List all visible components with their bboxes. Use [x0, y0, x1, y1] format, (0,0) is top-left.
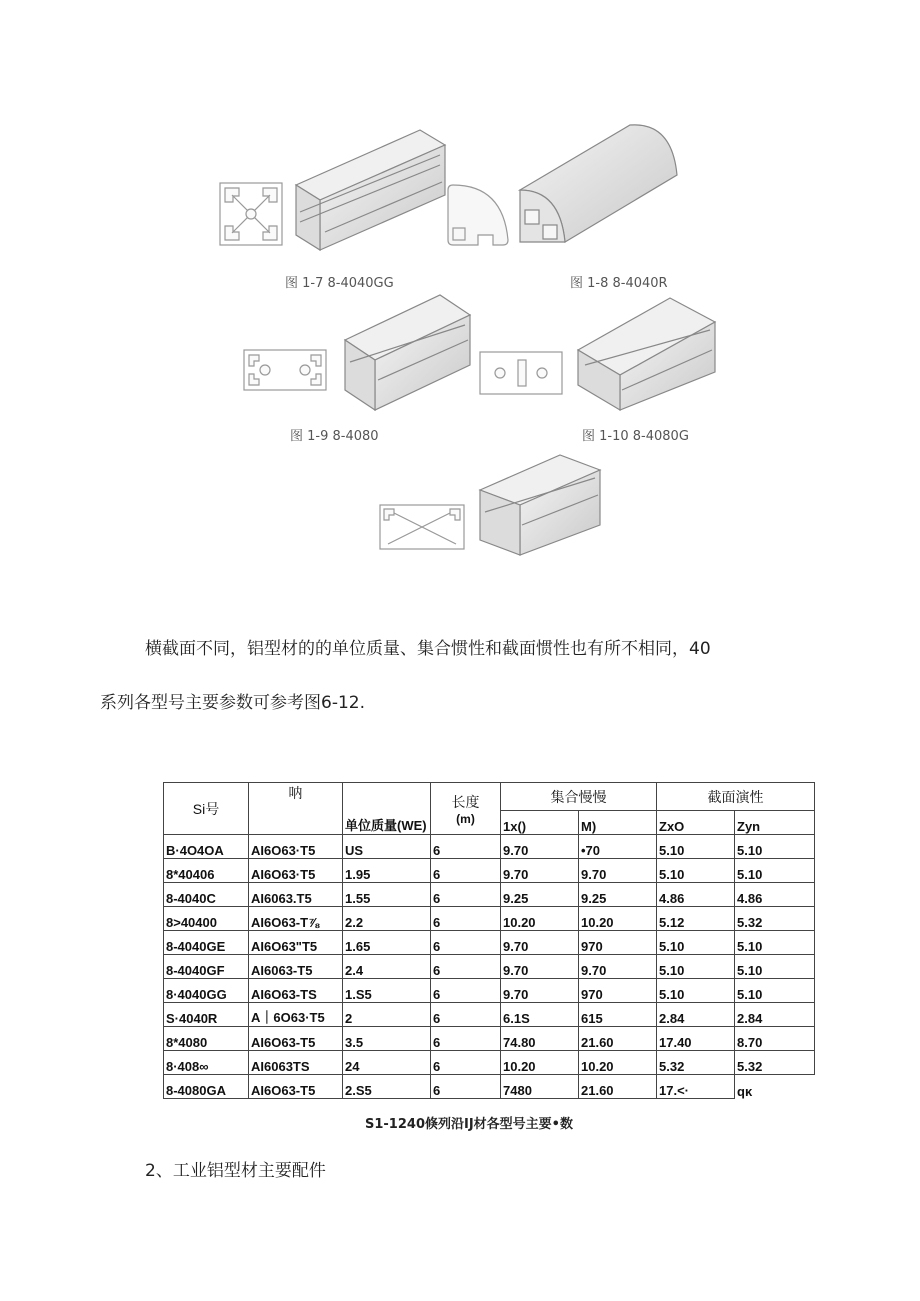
cell: 9.25 — [501, 883, 579, 907]
cell: 9.70 — [501, 955, 579, 979]
table-row — [164, 835, 815, 859]
cell: 2 — [343, 1003, 431, 1027]
cross-section-bottom — [380, 505, 464, 549]
body-paragraph-line-1: 横截面不同，铝型材的的单位质量、集合惯性和截面惯性也有所不相同，40 — [145, 639, 711, 659]
cell: AI6O63-TS — [249, 979, 343, 1003]
cell: 4.86 — [657, 883, 735, 907]
cell: AI6O63"T5 — [249, 931, 343, 955]
cell: 5.10 — [735, 859, 815, 883]
cell: 9.25 — [579, 883, 657, 907]
cell: 6 — [431, 907, 501, 931]
table-row — [164, 931, 815, 955]
cell: 9.70 — [501, 859, 579, 883]
cell: 5.10 — [657, 955, 735, 979]
cell: 6.1S — [501, 1003, 579, 1027]
section-heading: 2、工业铝型材主要配件 — [145, 1161, 326, 1181]
cell: 4.86 — [735, 883, 815, 907]
cell: B·4O4OA — [164, 835, 249, 859]
cell: qκ — [735, 1075, 815, 1099]
header-section-y: Zyn — [735, 811, 815, 835]
cell: AI6O63-T5 — [249, 1075, 343, 1099]
cell: 5.32 — [657, 1051, 735, 1075]
table-row — [164, 859, 815, 883]
header-length-unit: (m) — [456, 811, 475, 826]
header-inertia-group: 集合慢慢 — [501, 783, 657, 811]
extrusion-4080 — [345, 295, 470, 410]
cell: 2.4 — [343, 955, 431, 979]
cell: 6 — [431, 883, 501, 907]
corner-profile-small — [448, 185, 508, 245]
cell: 6 — [431, 1027, 501, 1051]
body-paragraph-line-2: 系列各型号主要参数可参考图6-12. — [100, 693, 365, 713]
cell: 5.12 — [657, 907, 735, 931]
cell: 5.32 — [735, 1051, 815, 1075]
cell: 9.70 — [579, 955, 657, 979]
cell: 9.70 — [501, 979, 579, 1003]
cell: 6 — [431, 835, 501, 859]
cross-section-4040gg — [220, 183, 282, 245]
table-caption: S1-1240倏列沿IJ材各型号主要•数 — [365, 1117, 573, 1132]
cell: 2.84 — [735, 1003, 815, 1027]
cell: 10.20 — [501, 907, 579, 931]
cell: 8-4040GF — [164, 955, 249, 979]
cell: 5.10 — [735, 835, 815, 859]
cell: AI6063-T5 — [249, 955, 343, 979]
cell: 6 — [431, 955, 501, 979]
cell: 9.70 — [579, 859, 657, 883]
cell: 5.10 — [657, 979, 735, 1003]
cell: AI6O63·T5 — [249, 835, 343, 859]
cell: 6 — [431, 859, 501, 883]
cell: 615 — [579, 1003, 657, 1027]
extrusion-bottom — [480, 455, 600, 555]
header-section-group: 截面演性 — [657, 783, 815, 811]
table-row — [164, 1003, 815, 1027]
cell: 8*40406 — [164, 859, 249, 883]
cell: 74.80 — [501, 1027, 579, 1051]
extrusion-4040gg — [296, 130, 445, 250]
cell: 6 — [431, 1003, 501, 1027]
figure-caption-1-9: 图 1-9 8-4080 — [290, 429, 379, 444]
cell: 5.10 — [657, 835, 735, 859]
header-model: Si号 — [164, 783, 249, 835]
header-length — [431, 783, 501, 835]
cell: AI6O63·T5 — [249, 859, 343, 883]
table-row — [164, 1075, 815, 1099]
cell: 8.70 — [735, 1027, 815, 1051]
cell: 1.65 — [343, 931, 431, 955]
header-material: 呐 — [249, 783, 343, 835]
header-length-label: 长度 — [451, 793, 480, 810]
cell: 1.95 — [343, 859, 431, 883]
cell: 970 — [579, 931, 657, 955]
cell: 21.60 — [579, 1075, 657, 1099]
profile-figures — [0, 0, 920, 580]
cell: 9.70 — [501, 835, 579, 859]
table-row — [164, 883, 815, 907]
cell: AI6063.T5 — [249, 883, 343, 907]
table-row — [164, 1051, 815, 1075]
cell: 8*4080 — [164, 1027, 249, 1051]
cell: AI6063TS — [249, 1051, 343, 1075]
header-unit-mass: 单位质量(WE) — [343, 783, 431, 835]
extrusion-4040r — [520, 125, 677, 242]
cell: 5.32 — [735, 907, 815, 931]
cell: 8·408∞ — [164, 1051, 249, 1075]
cell: 8-4080GA — [164, 1075, 249, 1099]
cross-section-4080 — [244, 350, 326, 390]
header-inertia-y: M) — [579, 811, 657, 835]
table-row — [164, 907, 815, 931]
parameter-table-body — [164, 835, 815, 1099]
cell: 6 — [431, 979, 501, 1003]
cell: 5.10 — [735, 979, 815, 1003]
extrusion-4080g — [578, 298, 715, 410]
cell: 8-4040C — [164, 883, 249, 907]
cell: 10.20 — [501, 1051, 579, 1075]
parameter-table — [163, 782, 815, 1099]
cell: 17.<· — [657, 1075, 735, 1099]
figure-caption-1-8: 图 1-8 8-4040R — [570, 276, 668, 291]
table-row — [164, 955, 815, 979]
cross-section-4080g — [480, 352, 562, 394]
cell: 21.60 — [579, 1027, 657, 1051]
cell: 10.20 — [579, 1051, 657, 1075]
cell: 8>40400 — [164, 907, 249, 931]
cell: 6 — [431, 1075, 501, 1099]
cell: 2.2 — [343, 907, 431, 931]
cell: 7480 — [501, 1075, 579, 1099]
figure-caption-1-10: 图 1-10 8-4080G — [582, 429, 689, 444]
cell: AI6O63-T5 — [249, 1027, 343, 1051]
cell: 10.20 — [579, 907, 657, 931]
cell: 17.40 — [657, 1027, 735, 1051]
cell: 6 — [431, 1051, 501, 1075]
cell: 2.84 — [657, 1003, 735, 1027]
cell: 8-4040GE — [164, 931, 249, 955]
cell: A｜6O63·T5 — [249, 1003, 343, 1027]
cell: S·4040R — [164, 1003, 249, 1027]
profile-illustrations — [0, 0, 920, 580]
cell: 24 — [343, 1051, 431, 1075]
cell: 2.S5 — [343, 1075, 431, 1099]
cell: 1.55 — [343, 883, 431, 907]
cell: 5.10 — [657, 931, 735, 955]
cell: •70 — [579, 835, 657, 859]
cell: 6 — [431, 931, 501, 955]
table-row — [164, 979, 815, 1003]
cell: US — [343, 835, 431, 859]
cell: 5.10 — [735, 931, 815, 955]
table-row — [164, 1027, 815, 1051]
cell: 5.10 — [735, 955, 815, 979]
cell: 8·4040GG — [164, 979, 249, 1003]
cell: 3.5 — [343, 1027, 431, 1051]
figure-caption-1-7: 图 1-7 8-4040GG — [285, 276, 394, 291]
header-inertia-x: 1x() — [501, 811, 579, 835]
header-section-x: ZxO — [657, 811, 735, 835]
cell: 9.70 — [501, 931, 579, 955]
cell: 1.S5 — [343, 979, 431, 1003]
cell: AI6O63-T⅞ — [249, 907, 343, 931]
cell: 970 — [579, 979, 657, 1003]
cell: 5.10 — [657, 859, 735, 883]
